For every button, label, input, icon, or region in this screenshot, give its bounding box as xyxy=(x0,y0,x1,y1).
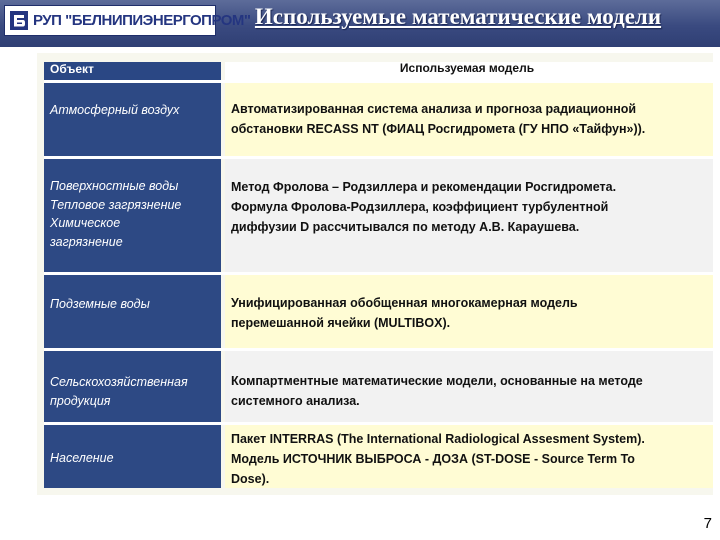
object-text: Атмосферный воздух xyxy=(50,103,180,117)
model-text: Метод Фролова – Родзиллера и рекомендации Росгидромета. xyxy=(231,180,617,194)
model-cell xyxy=(225,275,713,348)
object-text: Химическое xyxy=(50,216,121,230)
object-text: Население xyxy=(50,451,114,465)
model-text: Dose). xyxy=(231,472,270,486)
table-row xyxy=(44,275,713,348)
object-cell xyxy=(44,83,221,156)
page-number: 7 xyxy=(703,515,712,532)
belnipi-logo-icon xyxy=(9,10,29,31)
table-row xyxy=(44,159,713,272)
model-text: обстановки RECASS NT (ФИАЦ Росгидромета (ГУ НПО «Тайфун»)). xyxy=(231,122,646,136)
table-header-row xyxy=(44,62,713,80)
object-text: загрязнение xyxy=(50,234,123,249)
model-text: Модель ИСТОЧНИК ВЫБРОСА - ДОЗА (ST-DOSE - Source Term To xyxy=(231,452,635,466)
model-text: Формула Фролова-Родзиллера, коэффициент турбулентной xyxy=(231,200,609,214)
table-row xyxy=(44,351,713,422)
model-text: перемешанной ячейки (MULTIBOX). xyxy=(231,316,451,330)
object-cell xyxy=(44,425,221,488)
object-text: Тепловое загрязнение xyxy=(50,197,182,212)
object-text: продукция xyxy=(50,393,111,408)
object-cell xyxy=(44,159,221,272)
column-header-model: Используемая модель xyxy=(225,62,713,80)
model-text: Пакет INTERRAS (The International Radiological Assesment System). xyxy=(231,432,645,446)
object-cell xyxy=(44,351,221,422)
object-cell xyxy=(44,275,221,348)
model-text: Компартментные математические модели, основанные на методе xyxy=(231,374,643,388)
model-text: Унифицированная обобщенная многокамерная модель xyxy=(231,296,578,310)
table-row xyxy=(44,83,713,156)
column-header-object: Объект xyxy=(44,62,221,80)
model-cell xyxy=(225,351,713,422)
model-cell xyxy=(225,83,713,156)
model-text: Автоматизированная система анализа и прогноза радиационной xyxy=(231,102,637,116)
slide-title: Используемые математические модели xyxy=(254,4,662,29)
model-cell xyxy=(225,425,713,488)
model-text: системного анализа. xyxy=(231,394,360,408)
slide-header xyxy=(0,0,720,47)
object-text: Сельскохозяйственная xyxy=(50,375,188,389)
company-name: РУП "БЕЛНИПИЭНЕРГОПРОМ" xyxy=(33,12,251,29)
table-row xyxy=(44,425,713,488)
model-text: диффузии D рассчитывался по методу А.В. Караушева. xyxy=(231,220,580,234)
company-logo xyxy=(4,5,251,36)
model-cell xyxy=(225,159,713,272)
object-text: Подземные воды xyxy=(50,297,150,311)
object-text: Поверхностные воды xyxy=(50,179,179,193)
